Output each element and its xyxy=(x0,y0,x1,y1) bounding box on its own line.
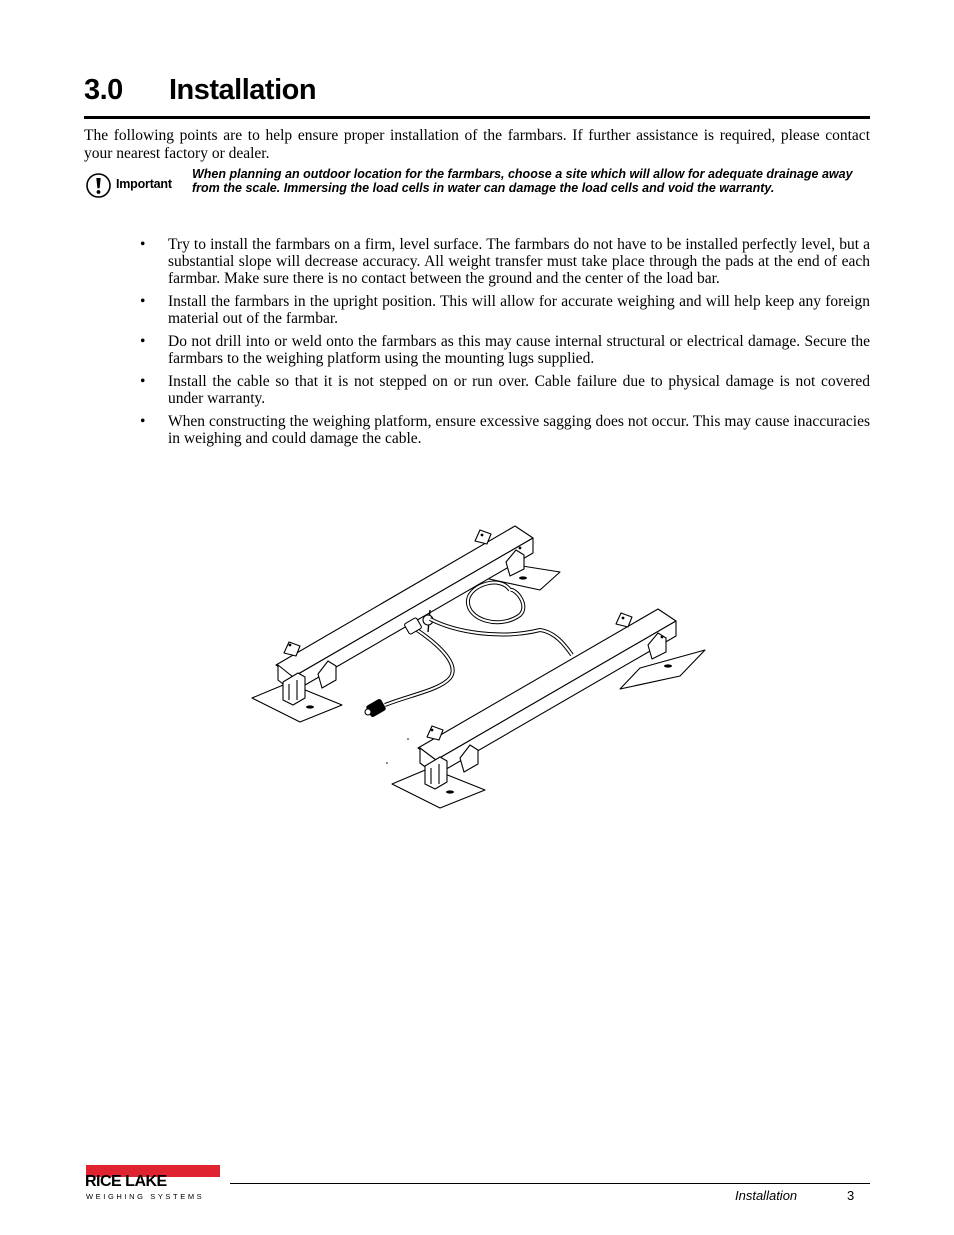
brand-logo-subtitle: WEIGHING SYSTEMS xyxy=(86,1192,205,1201)
bullet-marker: • xyxy=(140,236,146,253)
bullet-marker: • xyxy=(140,293,146,310)
list-item-text: Do not drill into or weld onto the farmbars as this may cause internal structural or electrical damage. Secure the farmbars to the weighing platform using the mounting lugs supplied. xyxy=(168,333,870,367)
section-number: 3.0 xyxy=(84,74,123,106)
list-item-text: Try to install the farmbars on a firm, level surface. The farmbars do not have to be installed perfectly level, but a substantial slope will decrease accuracy. All weight transfer must take place through the pads at the end of each farmbar. Make sure there is no contact between the ground and the center of the load bar. xyxy=(168,236,870,287)
list-item-text: Install the farmbars in the upright position. This will allow for accurate weighing and will help keep any foreign material out of the farmbar. xyxy=(168,293,870,327)
page-number: 3 xyxy=(847,1188,855,1203)
bullet-marker: • xyxy=(140,413,146,430)
important-note: When planning an outdoor location for the farmbars, choose a site which will allow for adequate drainage away from the scale. Immersing the load cells in water can damage the load cells and void the warranty. xyxy=(192,167,853,195)
farmbar-right xyxy=(392,609,705,808)
brand-logo-name: RICE LAKE xyxy=(85,1173,167,1190)
list-item-text: When constructing the weighing platform, ensure excessive sagging does not occur. This may cause inaccuracies in weighing and could damage the cable. xyxy=(168,413,870,447)
list-item xyxy=(140,293,870,327)
list-item-text: Install the cable so that it is not stepped on or run over. Cable failure due to physical damage is not covered under warranty. xyxy=(168,373,870,407)
section-title: Installation xyxy=(169,74,317,106)
footer-section-name: Installation xyxy=(735,1188,798,1203)
farmbar-illustration xyxy=(245,520,710,815)
list-item xyxy=(140,333,870,367)
list-item xyxy=(140,373,870,407)
bullet-marker: • xyxy=(140,373,146,390)
list-item xyxy=(140,236,870,287)
installation-tips-list xyxy=(140,236,870,453)
footer-divider xyxy=(230,1183,870,1184)
important-label: Important xyxy=(116,177,172,191)
bullet-marker: • xyxy=(140,333,146,350)
exclamation-circle-icon xyxy=(86,173,111,198)
section-heading xyxy=(84,72,870,119)
list-item xyxy=(140,413,870,447)
intro-paragraph: The following points are to help ensure proper installation of the farmbars. If further assistance is required, please contact your nearest factory or dealer. xyxy=(84,127,870,162)
